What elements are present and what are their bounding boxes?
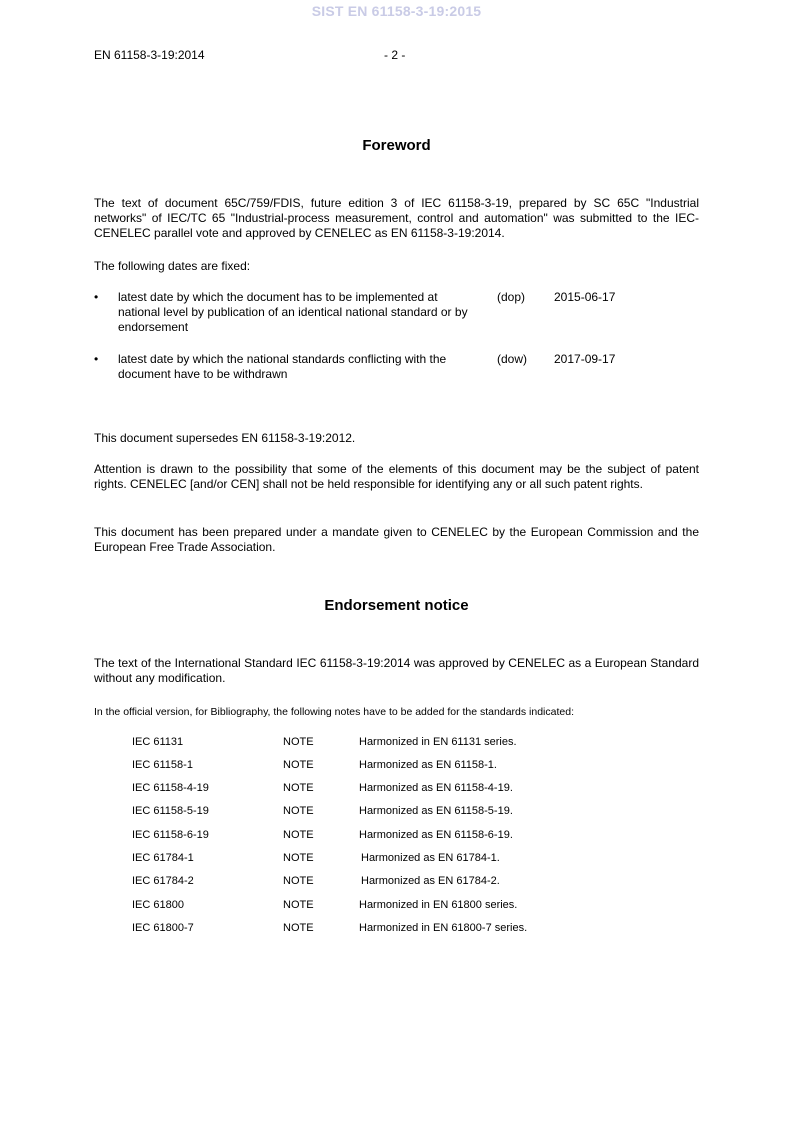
note-standard: IEC 61158-1 bbox=[132, 759, 193, 771]
date-item-code: (dow) bbox=[497, 352, 528, 366]
note-text: Harmonized in EN 61131 series. bbox=[359, 736, 517, 748]
note-label: NOTE bbox=[283, 736, 314, 748]
note-label: NOTE bbox=[283, 852, 314, 864]
foreword-intro: The text of document 65C/759/FDIS, future edition 3 of IEC 61158-3-19, prepared by SC 65C "Industrial networks" of IEC/TC 65 "Industrial-process measurement, control and automation" was submitted to the IEC-CENELEC parallel vote and approved by CENELEC as EN 61158-3-19:2014. bbox=[94, 196, 699, 240]
note-label: NOTE bbox=[283, 759, 314, 771]
note-text: Harmonized as EN 61784-1. bbox=[361, 852, 500, 864]
endorsement-text: The text of the International Standard IEC 61158-3-19:2014 was approved by CENELEC as a European Standard without any modification. bbox=[94, 656, 699, 685]
bullet-marker: • bbox=[94, 352, 99, 366]
header-doc-id: EN 61158-3-19:2014 bbox=[94, 48, 205, 62]
note-standard: IEC 61800 bbox=[132, 899, 184, 911]
note-label: NOTE bbox=[283, 899, 314, 911]
note-standard: IEC 61131 bbox=[132, 736, 184, 748]
note-text: Harmonized as EN 61158-1. bbox=[359, 759, 497, 771]
date-item-date: 2017-09-17 bbox=[554, 352, 616, 366]
note-text: Harmonized as EN 61158-6-19. bbox=[359, 829, 513, 841]
supersedes-text: This document supersedes EN 61158-3-19:2012. bbox=[94, 431, 356, 445]
note-standard: IEC 61158-5-19 bbox=[132, 805, 209, 817]
date-item-text: latest date by which the document has to be implemented at national level by publication of an identical national standard or by endorsement bbox=[118, 290, 468, 334]
bullet-marker: • bbox=[94, 290, 99, 304]
note-label: NOTE bbox=[283, 875, 314, 887]
header-page-number: - 2 - bbox=[384, 48, 406, 62]
note-text: Harmonized as EN 61158-5-19. bbox=[359, 805, 513, 817]
note-text: Harmonized in EN 61800 series. bbox=[359, 899, 518, 911]
date-item-date: 2015-06-17 bbox=[554, 290, 616, 304]
note-standard: IEC 61784-1 bbox=[132, 852, 194, 864]
note-standard: IEC 61800-7 bbox=[132, 922, 194, 934]
patent-attention-text: Attention is drawn to the possibility that some of the elements of this document may be the subject of patent rights. CENELEC [and/or CEN] shall not be held responsible for identifying any or all such patent rights. bbox=[94, 462, 699, 491]
date-item-code: (dop) bbox=[497, 290, 526, 304]
note-standard: IEC 61784-2 bbox=[132, 875, 194, 887]
date-item-text: latest date by which the national standards conflicting with the document have to be withdrawn bbox=[118, 352, 447, 381]
note-label: NOTE bbox=[283, 805, 314, 817]
note-standard: IEC 61158-4-19 bbox=[132, 782, 209, 794]
note-label: NOTE bbox=[283, 829, 314, 841]
foreword-title: Foreword bbox=[362, 137, 431, 154]
mandate-text: This document has been prepared under a mandate given to CENELEC by the European Commission and the European Free Trade Association. bbox=[94, 525, 699, 554]
endorsement-title: Endorsement notice bbox=[324, 597, 469, 614]
note-label: NOTE bbox=[283, 922, 314, 934]
watermark: SIST EN 61158-3-19:2015 bbox=[311, 3, 482, 19]
bibliography-note: In the official version, for Bibliography, the following notes have to be added for the standards indicated: bbox=[94, 706, 574, 718]
note-text: Harmonized as EN 61158-4-19. bbox=[359, 782, 513, 794]
dates-intro: The following dates are fixed: bbox=[94, 259, 251, 273]
note-label: NOTE bbox=[283, 782, 314, 794]
note-text: Harmonized as EN 61784-2. bbox=[361, 875, 500, 887]
note-text: Harmonized in EN 61800-7 series. bbox=[359, 922, 528, 934]
note-standard: IEC 61158-6-19 bbox=[132, 829, 209, 841]
